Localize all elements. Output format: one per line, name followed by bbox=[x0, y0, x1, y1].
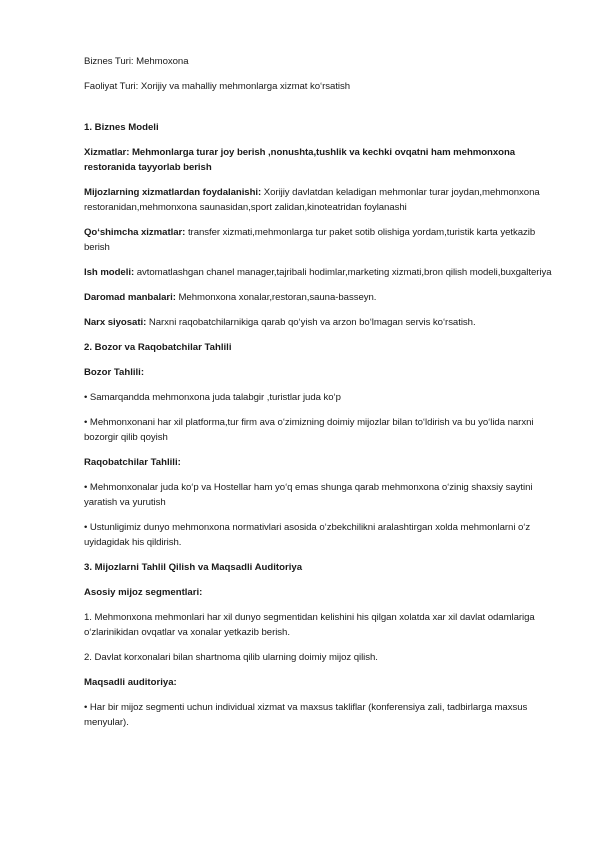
activity-type: Faoliyat Turi: Xorijiy va mahalliy mehmonlarga xizmat ko‘rsatish bbox=[84, 81, 351, 92]
segments-title: Asosiy mijoz segmentlari: bbox=[84, 587, 203, 598]
competitors-item: • Ustunligimiz dunyo mehmonxona normativlari asosida o‘zbekchilikni aralashtirgan xolda mehmonlarni o‘z uyidagidak his qildirish. bbox=[84, 522, 531, 548]
customers-paragraph bbox=[84, 185, 554, 215]
income-paragraph bbox=[84, 290, 554, 305]
segment-item: 2. Davlat korxonalari bilan shartnoma qilib ularning doimiy mijoz qilish. bbox=[84, 652, 378, 663]
market-analysis-title: Bozor Tahlili: bbox=[84, 367, 145, 378]
competitors-analysis-title: Raqobatchilar Tahlili: bbox=[84, 457, 181, 468]
income-label: Daromad manbalari: bbox=[84, 292, 176, 303]
audience-title: Maqsadli auditoriya: bbox=[84, 677, 177, 688]
pricing-label: Narx siyosati: bbox=[84, 317, 147, 328]
market-item: • Mehmonxonani har xil platforma,tur firm ava o‘zimizning doimiy mijozlar bilan to‘ldirish va bu yo‘lida narxni bozorgir qilib qoyish bbox=[84, 417, 534, 443]
market-item: • Samarqandda mehmonxona juda talabgir ,turistlar juda ko‘p bbox=[84, 392, 341, 403]
income-text: Mehmonxona xonalar,restoran,sauna-basseyn. bbox=[175, 292, 377, 303]
audience-item: • Har bir mijoz segmenti uchun individual xizmat va maxsus takliflar (konferensiya zali, tadbirlarga maxsus menyular). bbox=[84, 702, 528, 728]
customers-label: Mijozlarning xizmatlardan foydalanishi: bbox=[84, 187, 262, 198]
work-model-text: avtomatlashgan chanel manager,tajribali hodimlar,marketing xizmati,bron qilish modeli,buxgalteriya bbox=[134, 267, 552, 278]
section-3-title: 3. Mijozlarni Tahlil Qilish va Maqsadli Auditoriya bbox=[84, 562, 303, 573]
pricing-paragraph bbox=[84, 315, 554, 330]
customers-text: Xorijiy davlatdan keladigan mehmonlar turar joydan,mehmonxona restoranidan,mehmonxona saunasidan,sport zalidan,kinoteatridan foylanashi bbox=[84, 187, 540, 213]
work-model-label: Ish modeli: bbox=[84, 267, 135, 278]
section-1-title: 1. Biznes Modeli bbox=[84, 122, 159, 133]
work-model-paragraph bbox=[84, 265, 554, 280]
services-paragraph bbox=[84, 145, 554, 175]
section-2-title: 2. Bozor va Raqobatchilar Tahlili bbox=[84, 342, 232, 353]
document-page bbox=[84, 54, 554, 740]
extra-services-text: transfer xizmati,mehmonlarga tur paket sotib olishiga yordam,turistik karta yetkazib berish bbox=[84, 227, 536, 253]
segment-item: 1. Mehmonxona mehmonlari har xil dunyo segmentidan kelishini his qilgan xolatda xar xil davlat odamlariga o‘zlarinikidan ovqatlar va xonalar yetkazib berish. bbox=[84, 612, 535, 638]
competitors-item: • Mehmonxonalar juda ko‘p va Hostellar ham yo‘q emas shunga qarab mehmonxona o‘zinig shaxsiy saytini yaratish va yurutish bbox=[84, 482, 533, 508]
extra-services-label: Qo‘shimcha xizmatlar: bbox=[84, 227, 186, 238]
pricing-text: Narxni raqobatchilarnikiga qarab qo‘yish va arzon bo‘lmagan servis ko‘rsatish. bbox=[146, 317, 476, 328]
extra-services-paragraph bbox=[84, 225, 554, 255]
spacer bbox=[84, 104, 554, 120]
services-text: Xizmatlar: Mehmonlarga turar joy berish ,nonushta,tushlik va kechki ovqatni ham mehmonxona restoranida tayyorlab berish bbox=[84, 147, 516, 173]
business-type: Biznes Turi: Mehmoxona bbox=[84, 56, 189, 67]
